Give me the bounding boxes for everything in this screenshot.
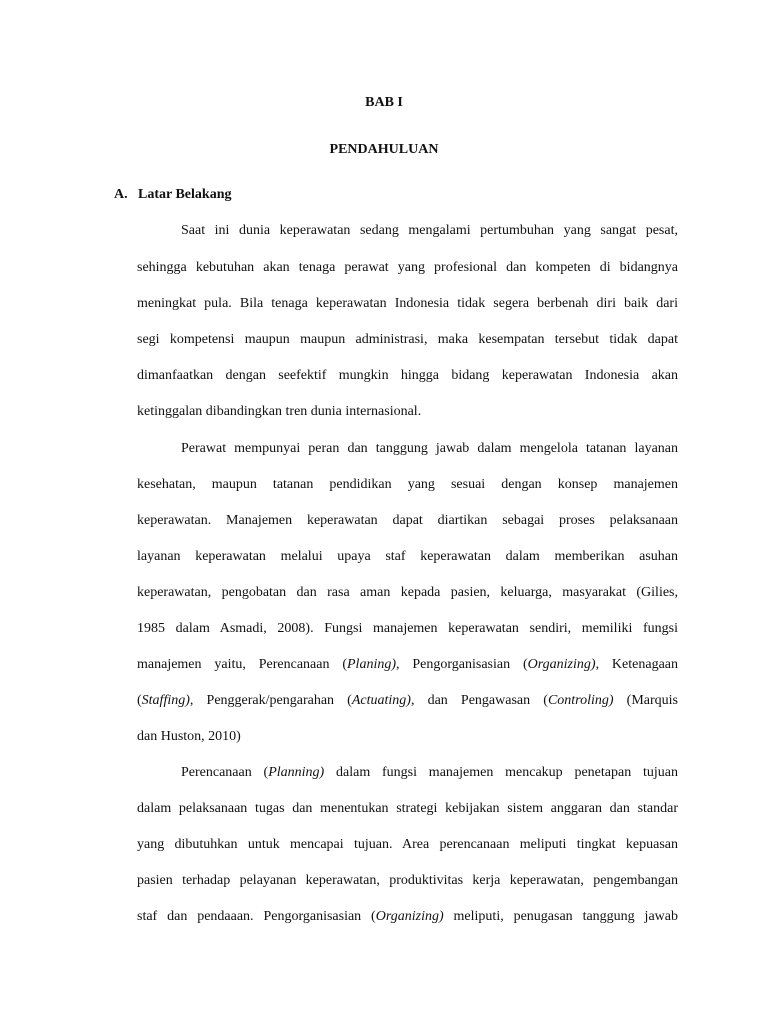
line-text: staf dan pendaaan. Pengorganisasian ( xyxy=(137,909,376,924)
paragraph-line xyxy=(137,657,678,673)
italic-term: Planning) xyxy=(268,765,325,780)
italic-term: Organizing) xyxy=(375,909,444,924)
chapter-number: BAB I xyxy=(365,95,403,110)
paragraph-line: Saat ini dunia keperawatan sedang mengalami pertumbuhan yang sangat pesat, xyxy=(181,223,678,238)
line-text: (Marquis xyxy=(613,693,679,708)
paragraph-line: 1985 dalam Asmadi, 2008). Fungsi manajemen keperawatan sendiri, memiliki fungsi xyxy=(137,621,678,636)
paragraph-line xyxy=(137,909,678,925)
paragraph-line: keperawatan, pengobatan dan rasa aman kepada pasien, keluarga, masyarakat (Gilies, xyxy=(137,585,678,600)
paragraph-line xyxy=(181,765,678,781)
paragraph-line: kesehatan, maupun tatanan pendidikan yang sesuai dengan konsep manajemen xyxy=(137,477,678,492)
section-title: Latar Belakang xyxy=(138,187,232,202)
paragraph-line: dimanfaatkan dengan seefektif mungkin hingga bidang keperawatan Indonesia akan xyxy=(137,368,678,383)
paragraph-line: dan Huston, 2010) xyxy=(137,729,241,744)
paragraph-line: sehingga kebutuhan akan tenaga perawat yang profesional dan kompeten di bidangnya xyxy=(137,260,678,275)
line-text: , Ketenagaan xyxy=(595,657,678,672)
line-text: Perencanaan ( xyxy=(181,765,269,780)
italic-term: Planing) xyxy=(347,657,396,672)
line-text: meliputi, penugasan tanggung jawab xyxy=(443,909,678,924)
italic-term: Actuating) xyxy=(351,693,411,708)
italic-term: Organizing) xyxy=(527,657,596,672)
paragraph-line: meningkat pula. Bila tenaga keperawatan Indonesia tidak segera berbenah diri baik dari xyxy=(137,296,678,311)
paragraph-line: layanan keperawatan melalui upaya staf keperawatan dalam memberikan asuhan xyxy=(137,549,678,564)
paragraph-line: ketinggalan dibandingkan tren dunia internasional. xyxy=(137,404,422,419)
line-text: manajemen yaitu, Perencanaan ( xyxy=(137,657,347,672)
paragraph-line: yang dibutuhkan untuk mencapai tujuan. Area perencanaan meliputi tingkat kepuasan xyxy=(137,837,678,852)
section-heading xyxy=(114,187,231,203)
line-text: dalam fungsi manajemen mencakup penetapan tujuan xyxy=(324,765,678,780)
section-marker: A. xyxy=(114,187,128,202)
chapter-title: PENDAHULUAN xyxy=(329,142,439,157)
paragraph-line: dalam pelaksanaan tugas dan menentukan strategi kebijakan sistem anggaran dan standar xyxy=(137,801,678,816)
italic-term: Controling) xyxy=(547,693,614,708)
line-text: , dan Pengawasan ( xyxy=(410,693,548,708)
paragraph-line: keperawatan. Manajemen keperawatan dapat diartikan sebagai proses pelaksanaan xyxy=(137,513,678,528)
italic-term: Staffing) xyxy=(141,693,190,708)
line-text: , Pengorganisasian ( xyxy=(396,657,528,672)
paragraph-line: pasien terhadap pelayanan keperawatan, produktivitas kerja keperawatan, pengembangan xyxy=(137,873,678,888)
paragraph-line: Perawat mempunyai peran dan tanggung jawab dalam mengelola tatanan layanan xyxy=(181,441,678,456)
paragraph-line: segi kompetensi maupun maupun administrasi, maka kesempatan tersebut tidak dapat xyxy=(137,332,678,347)
line-text: , Penggerak/pengarahan ( xyxy=(189,693,352,708)
line-text: ( xyxy=(137,693,142,708)
paragraph-line xyxy=(137,693,678,709)
